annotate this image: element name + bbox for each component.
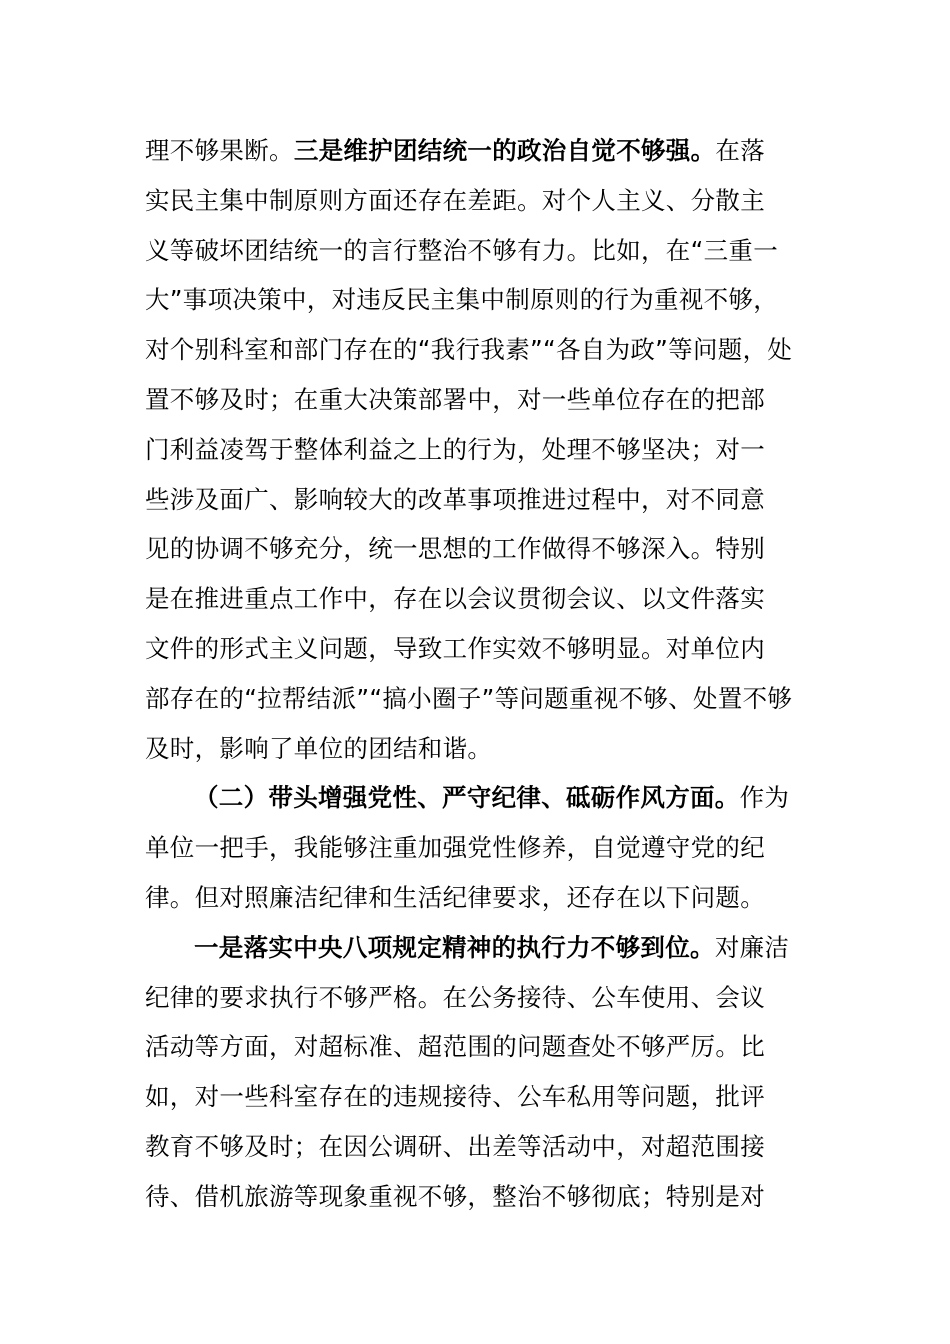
body-text: 作为 bbox=[739, 783, 790, 813]
body-text: 义等破坏团结统一的言行整治不够有力。比如，在“三重一 bbox=[145, 235, 778, 265]
text-line bbox=[145, 923, 805, 973]
text-line bbox=[145, 275, 805, 325]
body-text: 活动等方面，对超标准、超范围的问题查处不够严厉。比 bbox=[145, 1032, 765, 1062]
text-line bbox=[145, 126, 805, 176]
text-line bbox=[145, 425, 805, 475]
body-text: 待、借机旅游等现象重视不够，整治不够彻底；特别是对 bbox=[145, 1181, 765, 1211]
text-line bbox=[145, 574, 805, 624]
body-text: 大”事项决策中，对违反民主集中制原则的行为重视不够， bbox=[145, 285, 778, 315]
text-line bbox=[145, 973, 805, 1023]
text-line bbox=[145, 724, 805, 774]
text-line bbox=[145, 1022, 805, 1072]
document-body-text bbox=[145, 126, 805, 1222]
text-line bbox=[145, 375, 805, 425]
bold-heading-text: 三是维护团结统一的政治自觉不够强。 bbox=[293, 136, 716, 165]
text-line bbox=[145, 873, 805, 923]
text-line bbox=[145, 624, 805, 674]
body-text: 单位一把手，我能够注重加强党性修养，自觉遵守党的纪 bbox=[145, 833, 765, 863]
text-line bbox=[145, 226, 805, 276]
body-text: 在落 bbox=[715, 136, 766, 165]
text-line bbox=[145, 475, 805, 525]
text-line bbox=[145, 325, 805, 375]
body-text: 置不够及时；在重大决策部署中，对一些单位存在的把部 bbox=[145, 384, 765, 414]
body-text: 门利益凌驾于整体利益之上的行为，处理不够坚决；对一 bbox=[145, 434, 765, 464]
bold-heading-text: （二）带头增强党性、严守纪律、砥砺作风方面。 bbox=[194, 783, 740, 813]
text-line bbox=[145, 1072, 805, 1122]
body-text: 部存在的“拉帮结派”“搞小圈子”等问题重视不够、处置不够 bbox=[145, 683, 793, 713]
body-text: 对廉洁 bbox=[714, 932, 790, 962]
text-line bbox=[145, 1172, 805, 1222]
body-text: 理不够果断。 bbox=[145, 136, 294, 165]
body-text: 是在推进重点工作中，存在以会议贯彻会议、以文件落实 bbox=[145, 584, 765, 614]
body-text: 文件的形式主义问题，导致工作实效不够明显。对单位内 bbox=[145, 633, 765, 663]
bold-heading-text: 一是落实中央八项规定精神的执行力不够到位。 bbox=[194, 932, 715, 962]
body-text: 对个别科室和部门存在的“我行我素”“各自为政”等问题，处 bbox=[145, 335, 793, 365]
text-line bbox=[145, 823, 805, 873]
body-text: 见的协调不够充分，统一思想的工作做得不够深入。特别 bbox=[145, 534, 765, 564]
body-text: 律。但对照廉洁纪律和生活纪律要求，还存在以下问题。 bbox=[145, 882, 765, 912]
body-text: 如，对一些科室存在的违规接待、公车私用等问题，批评 bbox=[145, 1082, 765, 1112]
body-text: 教育不够及时；在因公调研、出差等活动中，对超范围接 bbox=[145, 1131, 765, 1161]
text-line bbox=[145, 524, 805, 574]
body-text: 些涉及面广、影响较大的改革事项推进过程中，对不同意 bbox=[145, 484, 765, 514]
text-line bbox=[145, 773, 805, 823]
text-line bbox=[145, 674, 805, 724]
body-text: 及时，影响了单位的团结和谐。 bbox=[145, 733, 493, 763]
text-line bbox=[145, 1122, 805, 1172]
body-text: 实民主集中制原则方面还存在差距。对个人主义、分散主 bbox=[145, 185, 765, 215]
body-text: 纪律的要求执行不够严格。在公务接待、公车使用、会议 bbox=[145, 982, 765, 1012]
text-line bbox=[145, 176, 805, 226]
